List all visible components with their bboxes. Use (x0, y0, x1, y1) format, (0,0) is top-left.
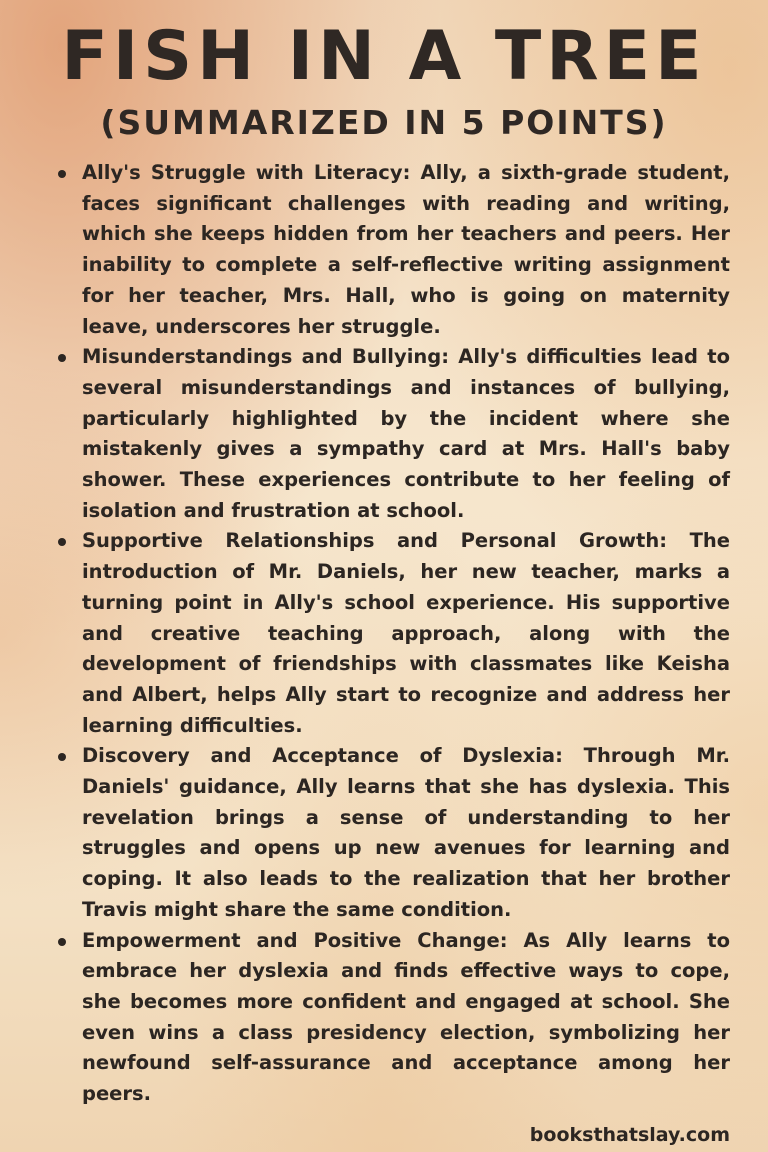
summary-point (58, 526, 730, 741)
summary-points-list (58, 158, 730, 1110)
summary-point (58, 342, 730, 526)
summary-point-text: Misunderstandings and Bullying: Ally's difficulties lead to several misunderstandings and instances of bullying, particularly highlighted by the incident where she mistakenly gives a sympathy card at Mrs. Hall's baby shower. These experiences contribute to her feeling of isolation and frustration at school. (82, 345, 730, 522)
summary-point (58, 158, 730, 342)
summary-point (58, 926, 730, 1110)
bullet-icon (58, 538, 66, 546)
bullet-icon (58, 170, 66, 178)
summary-point-text: Ally's Struggle with Literacy: Ally, a sixth-grade student, faces significant challenges with reading and writing, which she keeps hidden from her teachers and peers. Her inability to complete a self-reflective writing assignment for her teacher, Mrs. Hall, who is going on maternity leave, underscores her struggle. (82, 161, 730, 338)
summary-point-text: Supportive Relationships and Personal Growth: The introduction of Mr. Daniels, her new teacher, marks a turning point in Ally's school experience. His supportive and creative teaching approach, along with the development of friendships with classmates like Keisha and Albert, helps Ally start to recognize and address her learning difficulties. (82, 529, 730, 737)
page-subtitle: (SUMMARIZED IN 5 POINTS) (100, 103, 668, 142)
bullet-icon (58, 938, 66, 946)
summary-point-text: Discovery and Acceptance of Dyslexia: Through Mr. Daniels' guidance, Ally learns that she has dyslexia. This revelation brings a sense of understanding to her struggles and opens up new avenues for learning and coping. It also leads to the realization that her brother Travis might share the same condition. (82, 744, 730, 921)
summary-point-text: Empowerment and Positive Change: As Ally learns to embrace her dyslexia and finds effective ways to cope, she becomes more confident and engaged at school. She even wins a class presidency election, symbolizing her newfound self-assurance and acceptance among her peers. (82, 928, 730, 1106)
bullet-icon (58, 753, 66, 761)
site-credit: booksthatslay.com (529, 1124, 730, 1146)
page-title: FISH IN A TREE (61, 17, 707, 96)
bullet-icon (58, 354, 66, 362)
summary-point (58, 741, 730, 925)
